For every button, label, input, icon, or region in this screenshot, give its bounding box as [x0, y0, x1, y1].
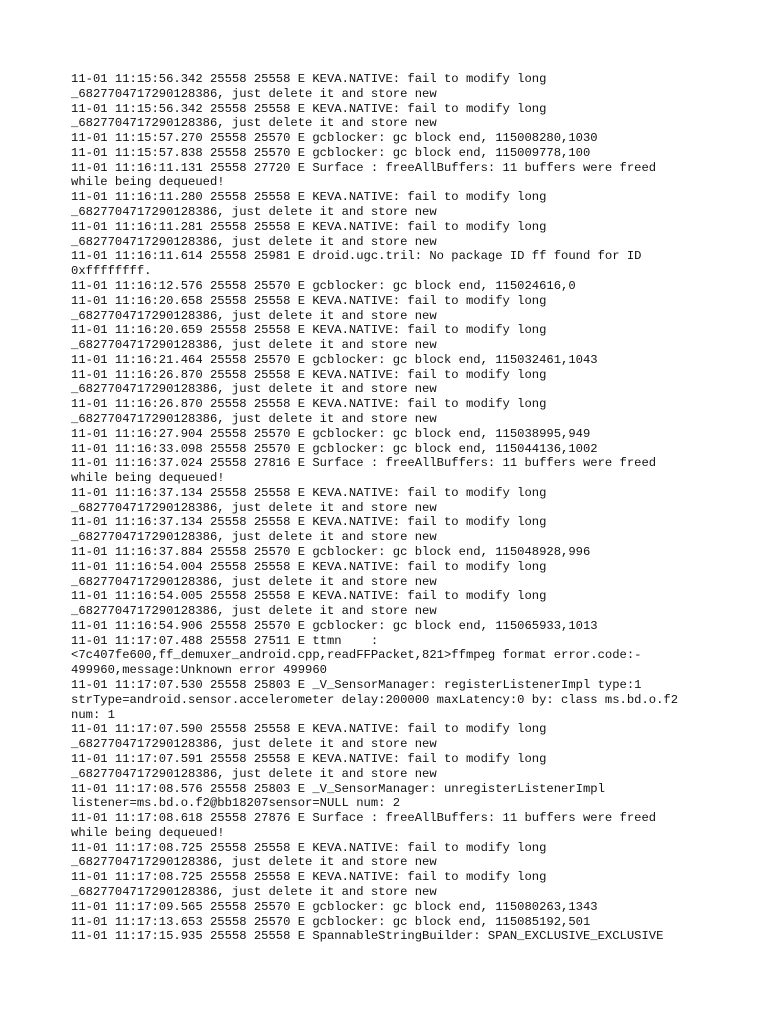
log-line: _6827704717290128386, just delete it and store new — [71, 530, 437, 545]
log-line: _6827704717290128386, just delete it and store new — [71, 382, 437, 397]
log-line: 11-01 11:16:11.614 25558 25981 E droid.ugc.tril: No package ID ff found for ID — [71, 249, 642, 264]
log-line: while being dequeued! — [71, 825, 225, 840]
log-line: 11-01 11:16:11.281 25558 25558 E KEVA.NATIVE: fail to modify long — [71, 219, 547, 234]
log-line: num: 1 — [71, 707, 115, 722]
log-line: 11-01 11:15:56.342 25558 25558 E KEVA.NATIVE: fail to modify long — [71, 101, 547, 116]
log-line: 11-01 11:16:54.906 25558 25570 E gcblocker: gc block end, 115065933,1013 — [71, 618, 598, 633]
log-line: 11-01 11:16:54.005 25558 25558 E KEVA.NATIVE: fail to modify long — [71, 589, 547, 604]
log-line: _6827704717290128386, just delete it and store new — [71, 338, 437, 353]
log-line: 11-01 11:17:07.530 25558 25803 E _V_SensorManager: registerListenerImpl type:1 — [71, 678, 642, 693]
log-line: while being dequeued! — [71, 471, 225, 486]
log-line: 11-01 11:16:26.870 25558 25558 E KEVA.NATIVE: fail to modify long — [71, 397, 547, 412]
log-line: 11-01 11:16:37.024 25558 27816 E Surface : freeAllBuffers: 11 buffers were freed — [71, 456, 657, 471]
log-line: _6827704717290128386, just delete it and store new — [71, 308, 437, 323]
log-line: 11-01 11:17:07.590 25558 25558 E KEVA.NATIVE: fail to modify long — [71, 722, 547, 737]
log-line: 11-01 11:16:37.134 25558 25558 E KEVA.NATIVE: fail to modify long — [71, 485, 547, 500]
log-line: _6827704717290128386, just delete it and store new — [71, 574, 437, 589]
log-line: 11-01 11:15:57.838 25558 25570 E gcblocker: gc block end, 115009778,100 — [71, 145, 591, 160]
log-line: 0xffffffff. — [71, 264, 152, 279]
log-line: 11-01 11:17:13.653 25558 25570 E gcblocker: gc block end, 115085192,501 — [71, 914, 591, 929]
log-line: 11-01 11:16:37.884 25558 25570 E gcblocker: gc block end, 115048928,996 — [71, 545, 591, 559]
log-line: strType=android.sensor.accelerometer delay:200000 maxLatency:0 by: class ms.bd.o.f2 — [71, 692, 679, 707]
log-line: while being dequeued! — [71, 175, 225, 190]
log-line: listener=ms.bd.o.f2@bb18207sensor=NULL num: 2 — [71, 796, 401, 811]
log-line: 11-01 11:16:21.464 25558 25570 E gcblocker: gc block end, 115032461,1043 — [71, 352, 598, 367]
log-line: 11-01 11:16:20.658 25558 25558 E KEVA.NATIVE: fail to modify long — [71, 293, 547, 308]
log-line: _6827704717290128386, just delete it and store new — [71, 116, 437, 131]
log-line: _6827704717290128386, just delete it and store new — [71, 86, 437, 101]
log-line: 11-01 11:16:33.098 25558 25570 E gcblocker: gc block end, 115044136,1002 — [71, 441, 598, 456]
log-line: _6827704717290128386, just delete it and store new — [71, 737, 437, 752]
log-line: 11-01 11:16:54.004 25558 25558 E KEVA.NATIVE: fail to modify long — [71, 559, 547, 574]
log-line: 11-01 11:16:26.870 25558 25558 E KEVA.NATIVE: fail to modify long — [71, 367, 547, 382]
log-line: 11-01 11:16:20.659 25558 25558 E KEVA.NATIVE: fail to modify long — [71, 323, 547, 338]
log-line: _6827704717290128386, just delete it and store new — [71, 855, 437, 870]
log-line: _6827704717290128386, just delete it and store new — [71, 500, 437, 515]
log-line: _6827704717290128386, just delete it and store new — [71, 884, 437, 899]
log-line: _6827704717290128386, just delete it and store new — [71, 234, 437, 249]
log-page — [71, 72, 711, 944]
log-line: 11-01 11:15:56.342 25558 25558 E KEVA.NATIVE: fail to modify long — [71, 72, 547, 86]
log-line: _6827704717290128386, just delete it and store new — [71, 604, 437, 619]
log-line: 11-01 11:16:12.576 25558 25570 E gcblocker: gc block end, 115024616,0 — [71, 278, 576, 293]
log-line: 499960,message:Unknown error 499960 — [71, 663, 327, 678]
log-line: _6827704717290128386, just delete it and store new — [71, 766, 437, 781]
log-line: <7c407fe600,ff_demuxer_android.cpp,readFFPacket,821>ffmpeg format error.code:- — [71, 648, 642, 663]
log-line: 11-01 11:17:08.725 25558 25558 E KEVA.NATIVE: fail to modify long — [71, 870, 547, 885]
log-line: 11-01 11:15:57.270 25558 25570 E gcblocker: gc block end, 115008280,1030 — [71, 131, 598, 146]
log-line: 11-01 11:16:11.131 25558 27720 E Surface : freeAllBuffers: 11 buffers were freed — [71, 160, 657, 175]
log-line: 11-01 11:17:15.935 25558 25558 E SpannableStringBuilder: SPAN_EXCLUSIVE_EXCLUSIVE — [71, 929, 664, 944]
log-line: 11-01 11:17:09.565 25558 25570 E gcblocker: gc block end, 115080263,1343 — [71, 899, 598, 914]
log-line: 11-01 11:16:27.904 25558 25570 E gcblocker: gc block end, 115038995,949 — [71, 426, 591, 441]
log-line: 11-01 11:17:08.725 25558 25558 E KEVA.NATIVE: fail to modify long — [71, 840, 547, 855]
log-line: 11-01 11:17:08.618 25558 27876 E Surface : freeAllBuffers: 11 buffers were freed — [71, 811, 657, 826]
log-text — [71, 72, 711, 944]
log-line: 11-01 11:17:07.591 25558 25558 E KEVA.NATIVE: fail to modify long — [71, 751, 547, 766]
log-line: 11-01 11:16:11.280 25558 25558 E KEVA.NATIVE: fail to modify long — [71, 190, 547, 205]
log-line: _6827704717290128386, just delete it and store new — [71, 411, 437, 426]
log-line: 11-01 11:16:37.134 25558 25558 E KEVA.NATIVE: fail to modify long — [71, 515, 547, 530]
log-line: 11-01 11:17:08.576 25558 25803 E _V_SensorManager: unregisterListenerImpl — [71, 781, 605, 796]
log-line: _6827704717290128386, just delete it and store new — [71, 205, 437, 220]
log-line: 11-01 11:17:07.488 25558 27511 E ttmn : — [71, 633, 379, 648]
